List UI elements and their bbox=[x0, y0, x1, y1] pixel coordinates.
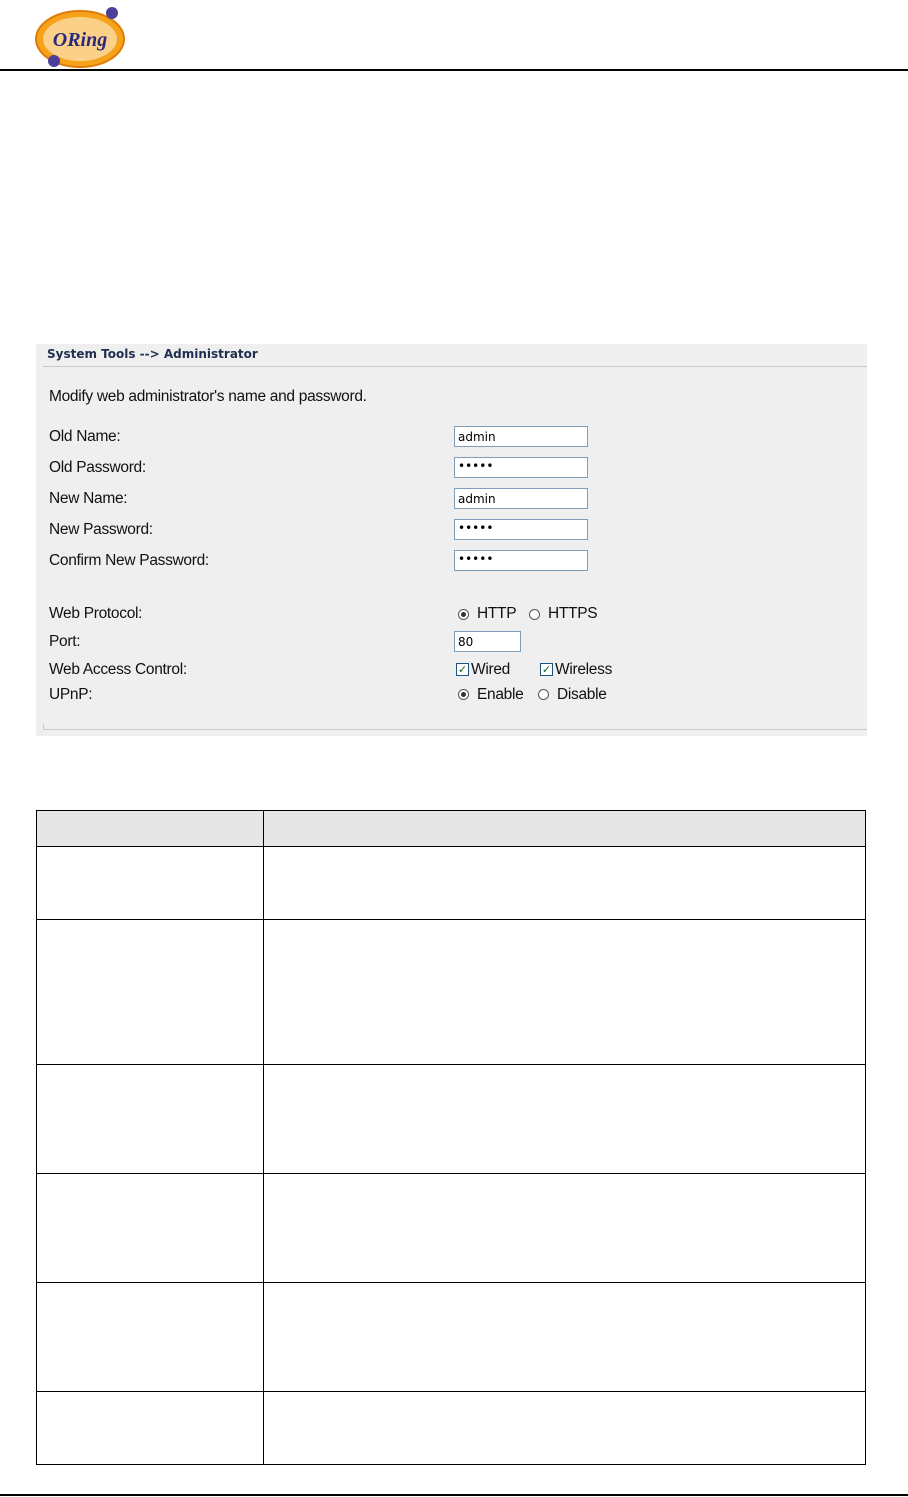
http-radio[interactable] bbox=[458, 609, 469, 620]
web-access-control-label: Web Access Control: bbox=[49, 661, 187, 678]
table-row bbox=[37, 920, 866, 1065]
header-rule bbox=[0, 69, 908, 71]
table-cell bbox=[37, 847, 264, 920]
old-name-input[interactable]: admin bbox=[454, 426, 588, 447]
upnp-disable-radio[interactable] bbox=[538, 689, 549, 700]
table-row bbox=[37, 847, 866, 920]
new-password-input[interactable]: ••••• bbox=[454, 519, 588, 540]
panel-title: System Tools --> Administrator bbox=[47, 347, 258, 361]
table-row bbox=[37, 1065, 866, 1174]
disable-option-label: Disable bbox=[557, 686, 607, 703]
https-radio[interactable] bbox=[529, 609, 540, 620]
table-header-cell bbox=[264, 811, 866, 847]
table-cell bbox=[37, 1174, 264, 1283]
table-cell bbox=[264, 847, 866, 920]
table-cell bbox=[37, 1065, 264, 1174]
intro-text: Modify web administrator's name and password. bbox=[49, 388, 367, 405]
table-cell bbox=[264, 1065, 866, 1174]
table-cell bbox=[264, 1392, 866, 1465]
footer-rule bbox=[0, 1494, 908, 1496]
enable-option-label: Enable bbox=[477, 686, 524, 703]
old-password-input[interactable]: ••••• bbox=[454, 457, 588, 478]
table-cell bbox=[264, 920, 866, 1065]
divider bbox=[43, 366, 867, 367]
https-option-label: HTTPS bbox=[548, 605, 598, 622]
wireless-checkbox[interactable]: ✓ bbox=[541, 663, 552, 676]
port-label: Port: bbox=[49, 633, 81, 650]
old-password-label: Old Password: bbox=[49, 459, 146, 476]
wireless-option-label: Wireless bbox=[555, 661, 613, 678]
new-password-label: New Password: bbox=[49, 521, 153, 538]
web-protocol-label: Web Protocol: bbox=[49, 605, 143, 622]
upnp-label: UPnP: bbox=[49, 686, 93, 703]
oring-logo bbox=[30, 3, 128, 69]
description-table bbox=[36, 810, 866, 1465]
table-cell bbox=[37, 1283, 264, 1392]
table-row bbox=[37, 1392, 866, 1465]
confirm-password-input[interactable]: ••••• bbox=[454, 550, 588, 571]
table-cell bbox=[37, 1392, 264, 1465]
port-input[interactable]: 80 bbox=[454, 631, 521, 652]
table-cell bbox=[264, 1174, 866, 1283]
table-row bbox=[37, 1283, 866, 1392]
table-row bbox=[37, 1174, 866, 1283]
upnp-enable-radio[interactable] bbox=[458, 689, 469, 700]
table-cell bbox=[37, 920, 264, 1065]
wired-checkbox[interactable]: ✓ bbox=[457, 663, 468, 676]
table-cell bbox=[264, 1283, 866, 1392]
wired-option-label: Wired bbox=[471, 661, 510, 678]
divider bbox=[43, 729, 867, 730]
administrator-panel bbox=[36, 344, 867, 736]
table-header-cell bbox=[37, 811, 264, 847]
table-header-row bbox=[37, 811, 866, 847]
new-name-input[interactable]: admin bbox=[454, 488, 588, 509]
confirm-password-label: Confirm New Password: bbox=[49, 552, 209, 569]
new-name-label: New Name: bbox=[49, 490, 128, 507]
http-option-label: HTTP bbox=[477, 605, 517, 622]
old-name-label: Old Name: bbox=[49, 428, 121, 445]
svg-text:ORing: ORing bbox=[52, 29, 108, 51]
